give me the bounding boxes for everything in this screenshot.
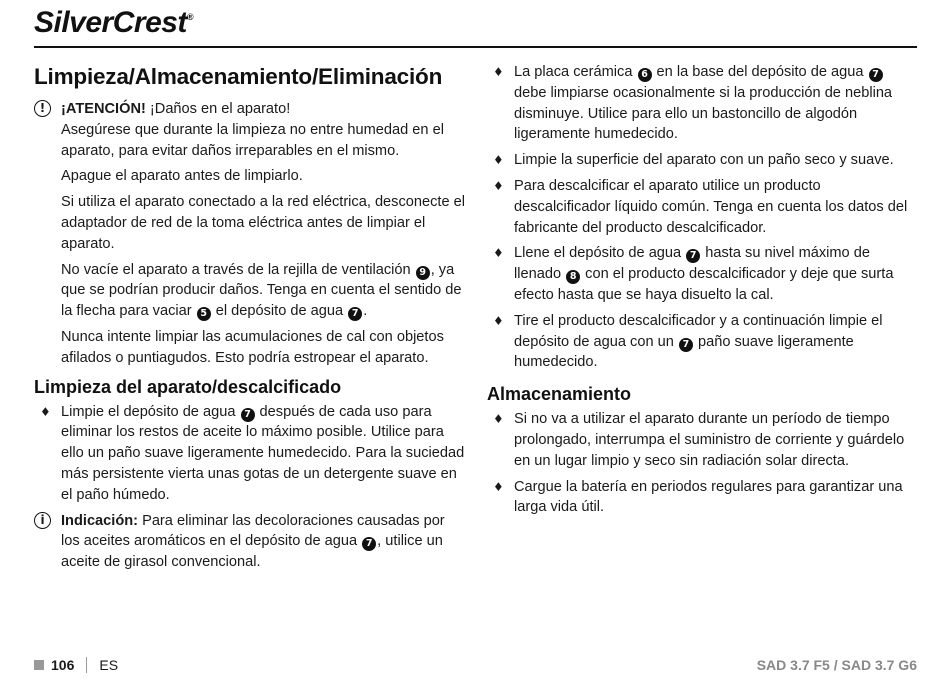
left-column xyxy=(34,62,466,573)
brand-name: SilverCrest xyxy=(34,6,187,39)
list-item xyxy=(487,477,917,519)
diamond-bullet-icon: ♦ xyxy=(493,479,504,494)
diamond-bullet-icon: ♦ xyxy=(493,313,504,328)
bullet-text-b: después de cada uso para eliminar los restos de aceite lo máximo posible. Utilice para ello un paño suave ligeramente humedecido. Para la suciedad más persistente vierta unas gotas de un detergente suave en el paño húmedo. xyxy=(61,403,465,503)
bullet-text: Cargue la batería en periodos regulares para garantizar una larga vida útil. xyxy=(514,478,903,516)
ref-7-badge: 7 xyxy=(686,249,700,263)
diamond-bullet-icon: ♦ xyxy=(40,404,51,419)
info-circle-icon: i xyxy=(34,512,51,529)
diamond-bullet-icon: ♦ xyxy=(493,246,504,261)
ref-7-badge: 7 xyxy=(348,307,362,321)
footer-left xyxy=(34,657,118,673)
warning-lead: ¡Daños en el aparato! xyxy=(145,101,291,117)
bullet-text-a: La placa cerámica xyxy=(514,64,637,80)
bullet-text-a: Llene el depósito de agua xyxy=(514,245,686,262)
note-text-b: , utilice un aceite de girasol convencional. xyxy=(61,533,443,571)
cleaning-list-continued xyxy=(487,62,917,373)
brand-registered-mark: ® xyxy=(186,12,194,22)
footer-divider xyxy=(86,657,87,673)
bullet-text-b: hasta su nivel máximo de llenado xyxy=(514,245,870,283)
bullet-text-b: en la base del depósito de agua xyxy=(652,64,868,80)
bullet-text: Limpie la superficie del aparato con un paño seco y suave. xyxy=(514,152,894,169)
note-block xyxy=(34,511,466,573)
ref-5-badge: 5 xyxy=(197,307,211,321)
warning-p2: Apague el aparato antes de limpiarlo. xyxy=(61,168,303,185)
subsection-title-cleaning: Limpieza del aparato/descalcificado xyxy=(34,376,342,397)
language-code: ES xyxy=(99,657,119,673)
right-column xyxy=(487,62,917,523)
diamond-bullet-icon: ♦ xyxy=(493,65,504,79)
list-item xyxy=(487,409,917,471)
page-number: 106 xyxy=(51,657,75,673)
warning-p3: Si utiliza el aparato conectado a la red eléctrica, desconecte el adaptador de red de la toma eléctrica antes de limpiar el aparato. xyxy=(61,194,466,252)
storage-list xyxy=(487,409,917,518)
list-item xyxy=(487,150,917,171)
bullet-text: Para descalcificar el aparato utilice un producto descalcificador líquido común. Tenga en cuenta los datos del fabricante del producto descalcificador. xyxy=(514,177,908,236)
ref-7-badge: 7 xyxy=(679,338,693,352)
list-item xyxy=(487,62,917,145)
warning-p5: Nunca intente limpiar las acumulaciones de cal con objetos afilados o puntiagudos. Esto podría estropear el aparato. xyxy=(61,328,444,366)
list-item xyxy=(34,402,466,506)
warning-line1: Asegúrese que durante la limpieza no entre humedad en el aparato, para evitar daños irreparables en el mismo. xyxy=(61,121,444,159)
note-text-a: Para eliminar las decoloraciones causadas por los aceites aromáticos en el depósito de agua xyxy=(61,512,445,550)
bullet-text-c: debe limpiarse ocasionalmente si la producción de neblina disminuye. Utilice para ello un bastoncillo de algodón ligeramente humedecido. xyxy=(514,84,893,143)
diamond-bullet-icon: ♦ xyxy=(493,153,504,168)
ref-7-badge: 7 xyxy=(362,537,376,551)
ref-8-badge: 8 xyxy=(566,270,580,284)
ref-6-badge: 6 xyxy=(638,68,652,82)
bullet-text-b: paño suave ligeramente humedecido. xyxy=(514,333,854,371)
bullet-text-a: Tire el producto descalcificador y a continuación limpie el depósito de agua con un xyxy=(514,312,883,350)
note-label: Indicación: xyxy=(61,512,139,529)
cleaning-list xyxy=(34,402,466,506)
bullet-text-a: Limpie el depósito de agua xyxy=(61,403,240,420)
bullet-text-c: con el producto descalcificador y deje que surta efecto hasta que se haya disuelto la cal. xyxy=(514,266,894,303)
list-item xyxy=(487,311,917,373)
bullet-text: Si no va a utilizar el aparato durante un período de tiempo prolongado, interrumpa el suministro de corriente y guárdelo en un lugar limpio y seco sin radiación solar directa. xyxy=(514,411,905,469)
diamond-bullet-icon: ♦ xyxy=(493,178,504,193)
section-title: Limpieza/Almacenamiento/Eliminación xyxy=(34,64,443,89)
ref-7-badge: 7 xyxy=(869,68,883,82)
ref-9-badge: 9 xyxy=(416,266,430,280)
warning-p4-text-b: , ya que se podrían producir daños. Tenga en cuenta el sentido de la flecha para vaciar xyxy=(61,261,462,320)
warning-p4-text-a: No vacíe el aparato a través de la rejilla de ventilación xyxy=(61,261,415,278)
list-item xyxy=(487,243,917,305)
brand-logo xyxy=(34,6,193,40)
warning-p4-text-d: . xyxy=(363,303,368,320)
ref-7-badge: 7 xyxy=(241,408,255,422)
model-number: SAD 3.7 F5 / SAD 3.7 G6 xyxy=(756,657,917,673)
warning-p4-text-c: el depósito de agua xyxy=(211,303,348,320)
exclamation-circle-icon: ! xyxy=(34,100,51,117)
footer-marker-icon xyxy=(34,660,44,670)
subsection-title-storage: Almacenamiento xyxy=(487,384,632,405)
warning-label: ¡ATENCIÓN! xyxy=(61,101,146,117)
list-item xyxy=(487,176,917,238)
diamond-bullet-icon: ♦ xyxy=(493,412,504,427)
header-rule xyxy=(34,46,917,48)
warning-block xyxy=(34,99,466,369)
warning-p4 xyxy=(61,260,466,322)
